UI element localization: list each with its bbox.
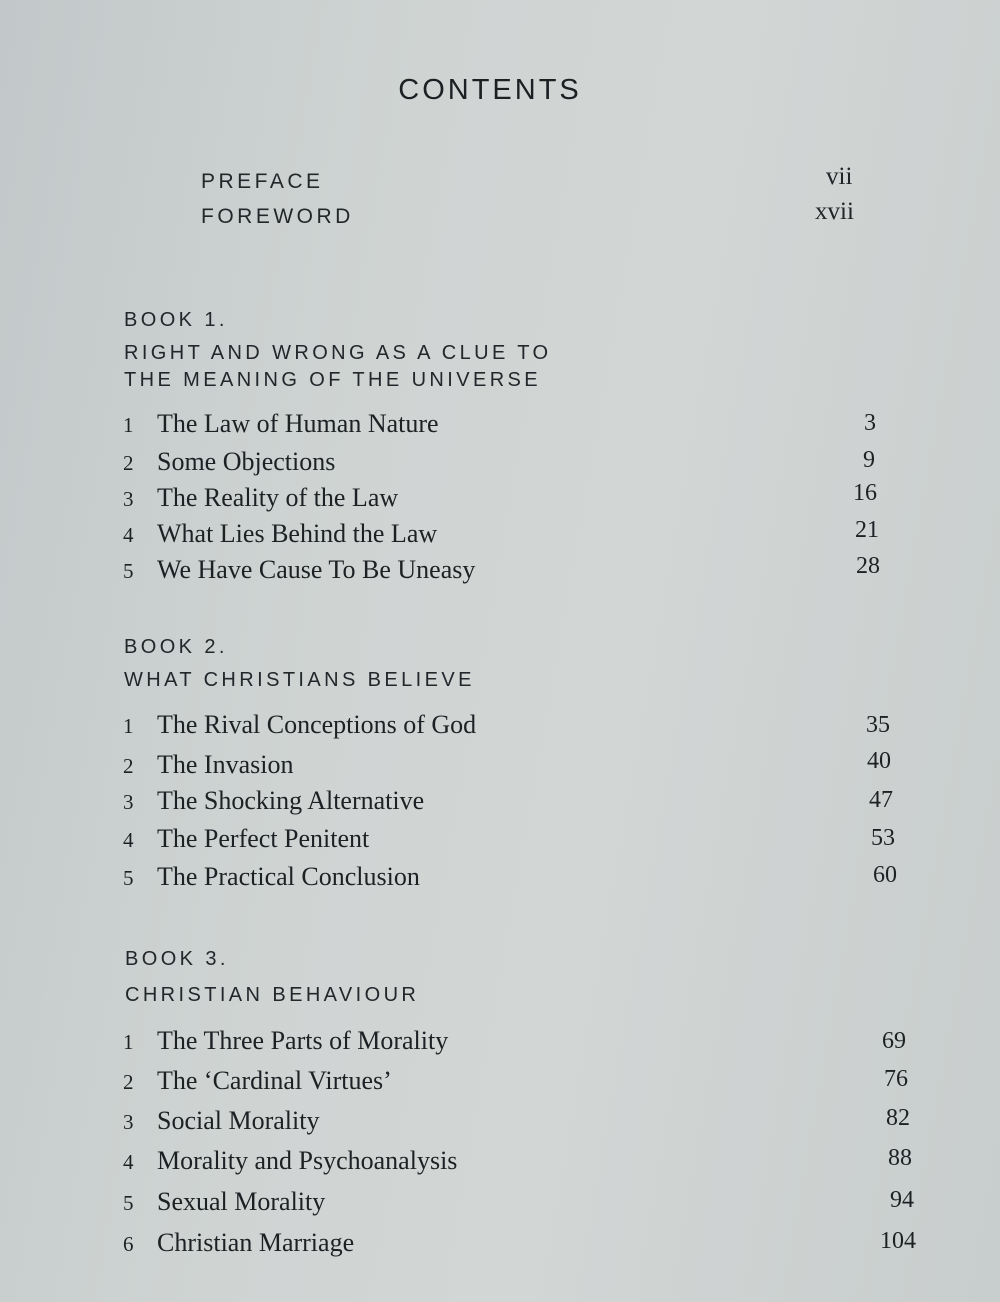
chapter-page: 3 (864, 410, 876, 436)
chapter-page: 60 (873, 862, 897, 888)
chapter-title: Social Morality (157, 1106, 320, 1135)
chapter-number: 2 (123, 451, 134, 475)
book-title (124, 340, 552, 394)
chapter-title: The Shocking Alternative (157, 786, 425, 815)
chapter-entry (123, 710, 476, 740)
chapter-title: The Invasion (157, 750, 294, 779)
book-title-line: THE MEANING OF THE UNIVERSE (124, 369, 542, 391)
chapter-page: 53 (871, 825, 895, 851)
chapter-page: 88 (888, 1145, 912, 1171)
chapter-entry (123, 483, 398, 513)
chapter-entry (123, 1066, 392, 1096)
chapter-page: 94 (890, 1187, 914, 1213)
chapter-entry (123, 750, 293, 780)
chapter-title: Morality and Psychoanalysis (157, 1146, 458, 1175)
chapter-number: 1 (123, 714, 134, 738)
page-title: CONTENTS (398, 74, 582, 106)
book-label: BOOK 1. (124, 309, 228, 331)
front-matter-label-foreword: FOREWORD (201, 205, 354, 228)
chapter-number: 6 (123, 1232, 134, 1256)
chapter-title: Some Objections (157, 447, 336, 476)
chapter-title: The Rival Conceptions of God (157, 710, 477, 739)
chapter-title: What Lies Behind the Law (157, 519, 438, 548)
chapter-title: Christian Marriage (157, 1228, 355, 1257)
chapter-entry (123, 1228, 354, 1258)
chapter-entry (123, 519, 437, 549)
book-title-line: WHAT CHRISTIANS BELIEVE (124, 669, 475, 691)
chapter-title: The Three Parts of Morality (157, 1026, 449, 1055)
chapter-page: 76 (884, 1066, 908, 1092)
chapter-entry (123, 447, 335, 477)
chapter-page: 21 (855, 517, 879, 543)
chapter-page: 9 (863, 447, 875, 473)
chapter-title: We Have Cause To Be Uneasy (157, 555, 476, 584)
chapter-page: 104 (880, 1228, 916, 1254)
chapter-page: 40 (867, 748, 891, 774)
chapter-number: 4 (123, 1150, 134, 1174)
book-label: BOOK 2. (124, 636, 228, 658)
chapter-page: 28 (856, 553, 880, 579)
chapter-title: The Reality of the Law (157, 483, 399, 512)
chapter-number: 1 (123, 413, 134, 437)
chapter-entry (123, 1146, 457, 1176)
chapter-number: 3 (123, 1110, 134, 1134)
chapter-entry (123, 824, 369, 854)
book-title-line: CHRISTIAN BEHAVIOUR (125, 984, 420, 1006)
chapter-number: 3 (123, 790, 134, 814)
chapter-page: 47 (869, 787, 893, 813)
chapter-entry (123, 786, 424, 816)
chapter-number: 5 (123, 559, 134, 583)
chapter-number: 2 (123, 1070, 134, 1094)
book-title (124, 667, 475, 694)
chapter-title: The Law of Human Nature (157, 409, 439, 438)
chapter-title: The Practical Conclusion (157, 862, 420, 891)
chapter-number: 4 (123, 523, 134, 547)
chapter-entry (123, 1106, 319, 1136)
chapter-number: 2 (123, 754, 134, 778)
chapter-entry (123, 555, 475, 585)
chapter-page: 16 (853, 480, 877, 506)
chapter-title: The Perfect Penitent (157, 824, 370, 853)
book-title (125, 982, 419, 1009)
chapter-number: 5 (123, 1191, 134, 1215)
chapter-entry (123, 1187, 325, 1217)
book-label: BOOK 3. (125, 948, 229, 970)
chapter-page: 35 (866, 712, 890, 738)
chapter-page: 69 (882, 1028, 906, 1054)
chapter-number: 1 (123, 1030, 134, 1054)
chapter-title: Sexual Morality (157, 1187, 326, 1216)
front-matter-page-foreword: xvii (815, 198, 854, 225)
chapter-title: The ‘Cardinal Virtues’ (157, 1066, 392, 1095)
front-matter-label-preface: PREFACE (201, 170, 324, 193)
chapter-entry (123, 1026, 448, 1056)
chapter-entry (123, 409, 439, 439)
chapter-number: 5 (123, 866, 134, 890)
chapter-number: 4 (123, 828, 134, 852)
book-title-line: RIGHT AND WRONG AS A CLUE TO (124, 342, 552, 364)
chapter-number: 3 (123, 487, 134, 511)
front-matter-page-preface: vii (826, 163, 853, 190)
chapter-page: 82 (886, 1105, 910, 1131)
chapter-entry (123, 862, 420, 892)
